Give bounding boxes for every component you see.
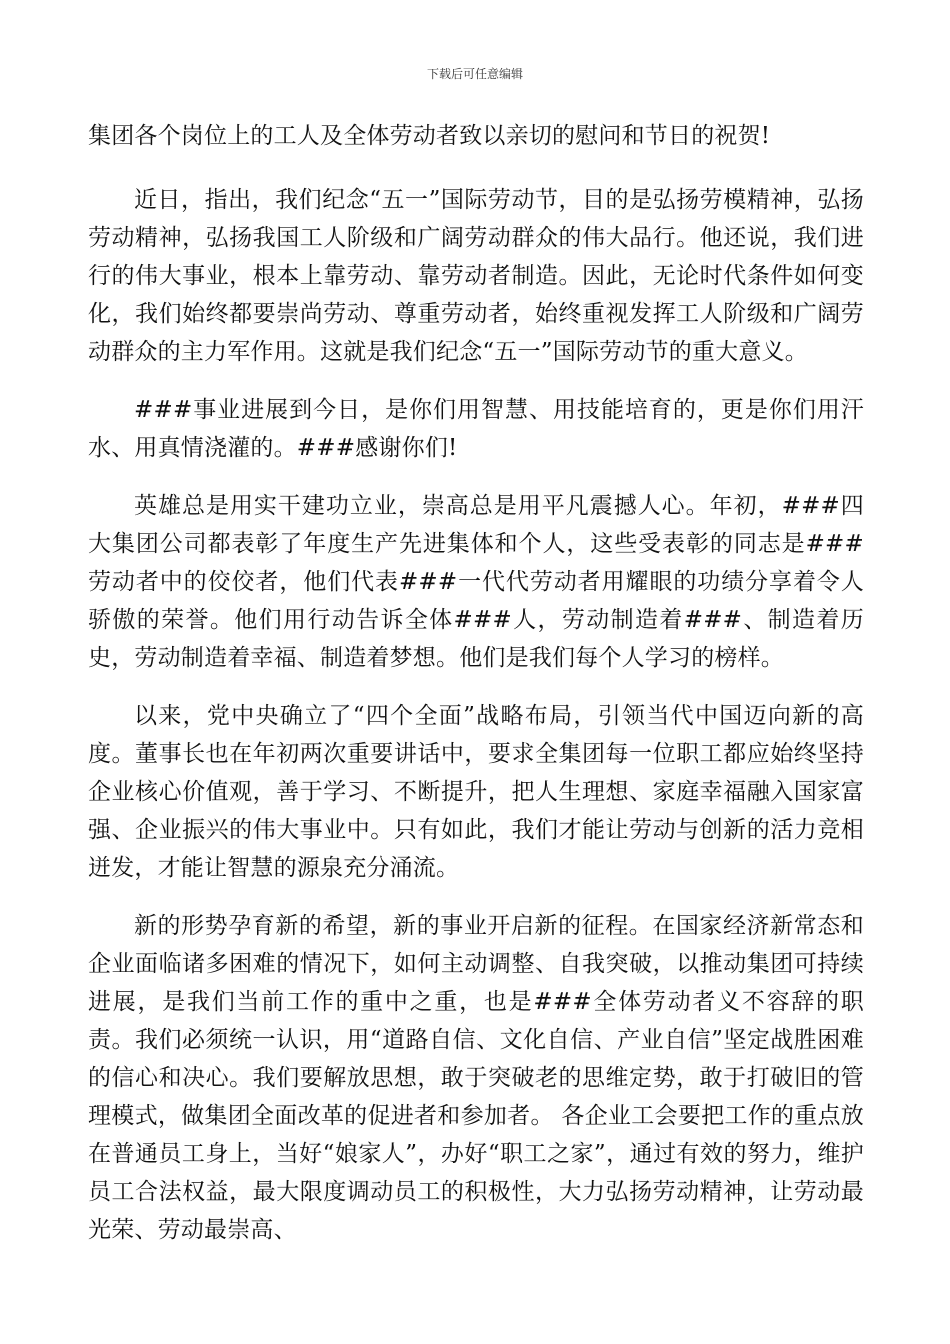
paragraph-3: ###事业进展到今日，是你们用智慧、用技能培育的，更是你们用汗水、用真情浇灌的。###感谢你们! xyxy=(88,397,864,461)
paragraph-4: 英雄总是用实干建功立业，崇高总是用平凡震撼人心。年初，###四大集团公司都表彰了年度生产先进集体和个人，这些受表彰的同志是###劳动者中的佼佼者，他们代表###一代代劳动者用耀眼的功绩分享着令人骄傲的荣誉。他们用行动告诉全体###人，劳动制造着###、制造着历史，劳动制造着幸福、制造着梦想。他们是我们每个人学习的榜样。 xyxy=(88,493,864,671)
paragraph-6: 新的形势孕育新的希望，新的事业开启新的征程。在国家经济新常态和企业面临诸多困难的情况下，如何主动调整、自我突破，以推动集团可持续进展，是我们当前工作的重中之重，也是###全体劳动者义不容辞的职责。我们必须统一认识，用“道路自信、文化自信、产业自信”坚定战胜困难的信心和决心。我们要解放思想，敢于突破老的思维定势，敢于打破旧的管理模式，做集团全面改革的促进者和参加者。 各企业工会要把工作的重点放在普通员工身上，当好“娘家人”，办好“职工之家”，通过有效的努力，维护员工合法权益，最大限度调动员工的积极性，大力弘扬劳动精神，让劳动最光荣、劳动最崇高、 xyxy=(88,913,864,1243)
paragraph-2: 近日，指出，我们纪念“五一”国际劳动节，目的是弘扬劳模精神，弘扬劳动精神，弘扬我国工人阶级和广阔劳动群众的伟大品行。他还说，我们进行的伟大事业，根本上靠劳动、靠劳动者制造。因此，无论时代条件如何变化，我们始终都要崇尚劳动、尊重劳动者，始终重视发挥工人阶级和广阔劳动群众的主力军作用。这就是我们纪念“五一”国际劳动节的重大意义。 xyxy=(88,187,864,365)
page-header-note: 下载后可任意编辑 xyxy=(426,67,523,81)
paragraph-1: 集团各个岗位上的工人及全体劳动者致以亲切的慰问和节日的祝贺! xyxy=(88,123,771,149)
document-body xyxy=(88,117,864,1269)
paragraph-5: 以来，党中央确立了“四个全面”战略布局，引领当代中国迈向新的高度。董事长也在年初两次重要讲话中，要求全集团每一位职工都应始终坚持企业核心价值观，善于学习、不断提升，把人生理想、家庭幸福融入国家富强、企业振兴的伟大事业中。只有如此，我们才能让劳动与创新的活力竞相迸发，才能让智慧的源泉充分涌流。 xyxy=(88,703,864,881)
